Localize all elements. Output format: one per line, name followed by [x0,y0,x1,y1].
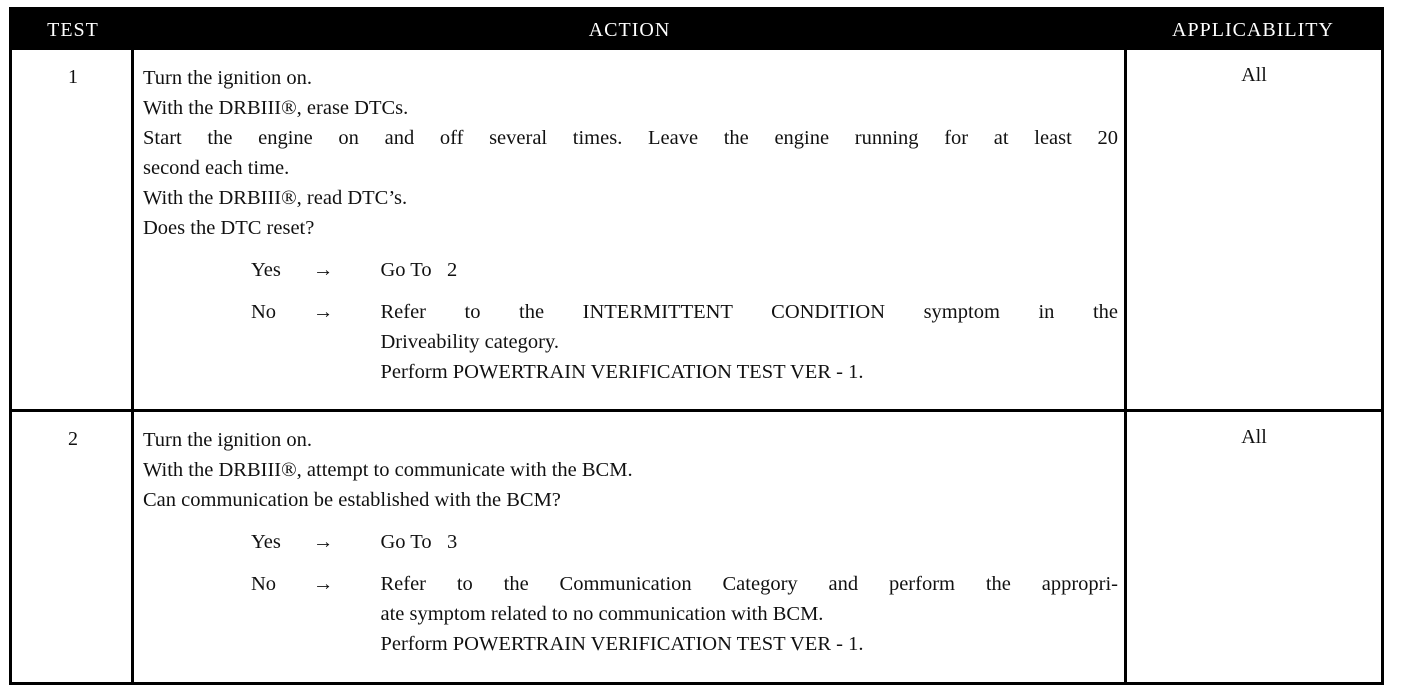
answer-yes [143,255,1118,285]
answer-list [143,527,1118,659]
action-step: Turn the ignition on. [143,67,312,89]
answer-label: Yes [251,259,281,281]
action-step: Turn the ignition on. [143,429,312,451]
answer-label: Yes [251,531,281,553]
table-row [12,412,1381,682]
answer-no [143,297,1118,387]
answer-text: Perform POWERTRAIN VERIFICATION TEST VER - 1. [380,633,864,655]
arrow-right-icon: → [313,573,334,595]
action-step: With the DRBIII®, read DTC’s. [143,187,408,209]
action-step: Does the DTC reset? [143,217,315,239]
test-number: 2 [68,428,78,450]
arrow-right-icon: → [313,301,334,323]
answer-yes [143,527,1118,557]
header-applicability: APPLICABILITY [1172,19,1334,41]
action-step: With the DRBIII®, erase DTCs. [143,97,409,119]
answer-no [143,569,1118,659]
applicability-value: All [1241,426,1267,448]
header-action: ACTION [588,19,671,41]
action-step: Can communication be established with the BCM? [143,489,561,511]
answer-text: Go To 2 [380,259,458,281]
answer-text: ate symptom related to no communication with BCM. [380,603,824,625]
action-cell [143,425,1118,671]
answer-text: Refer to the INTERMITTENT CONDITION symptom in the [380,301,1118,323]
header-test: TEST [47,19,99,41]
answer-text: Driveability category. [380,331,560,353]
action-step: second each time. [143,157,290,179]
applicability-value: All [1241,64,1267,86]
answer-text: Go To 3 [380,531,458,553]
arrow-right-icon: → [313,531,334,553]
action-step: Start the engine on and off several times. Leave the engine running for at least 20 [143,127,1118,149]
answer-label: No [251,301,277,323]
action-step: With the DRBIII®, attempt to communicate with the BCM. [143,459,633,481]
table-row [12,50,1381,409]
table-header [12,10,1381,50]
action-cell [143,63,1118,399]
arrow-right-icon: → [313,259,334,281]
answer-text: Perform POWERTRAIN VERIFICATION TEST VER - 1. [380,361,864,383]
test-number: 1 [68,66,78,88]
diagnostic-test-table [9,7,1384,685]
answer-list [143,255,1118,387]
answer-label: No [251,573,277,595]
answer-text: Refer to the Communication Category and perform the appropri- [380,573,1118,595]
